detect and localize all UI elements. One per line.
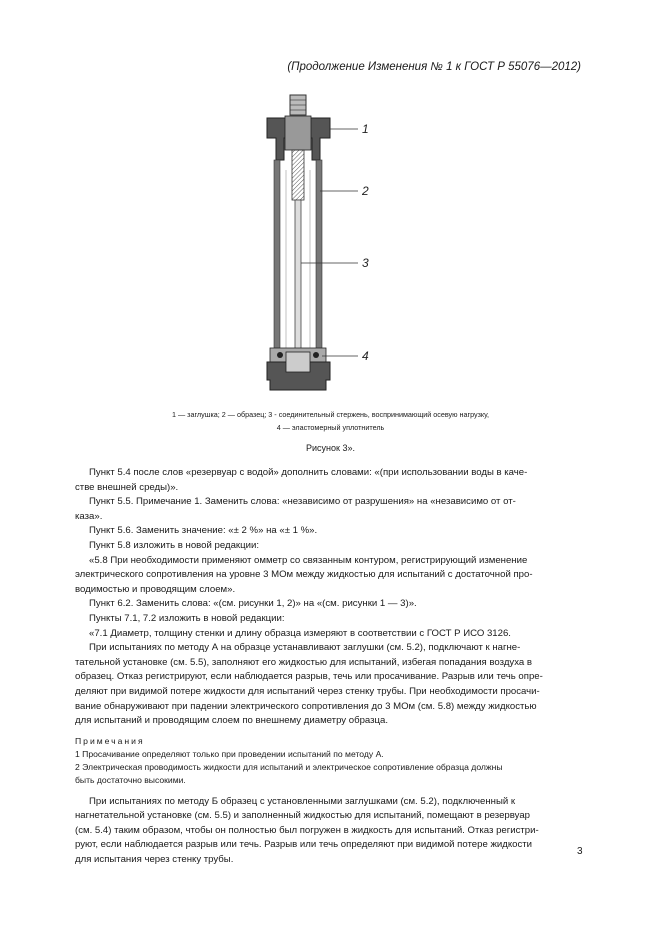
legend-line: 1 — заглушка; 2 — образец; 3 - соединительный стержень, воспринимающий осевую нагрузку, [172, 410, 489, 419]
paragraph: Пункты 7.1, 7.2 изложить в новой редакции: [89, 612, 285, 624]
paragraph-cont: водимостью и проводящим слоем». [75, 583, 236, 595]
final-paragraph-cont: (см. 5.4) таким образом, чтобы он полностью был погружен в жидкость для испытаний. Отказ регистри- [75, 824, 539, 836]
paragraph-cont: деляют при видимой потере жидкости для испытаний через стенку трубы. При необходимости просачи- [75, 685, 540, 697]
sample-tube-left [274, 160, 280, 350]
paragraph-cont: электрического сопротивления на уровне 3 МОм между жидкостью для испытаний с достаточной про- [75, 569, 533, 581]
callout-4: 4 [362, 349, 369, 363]
paragraph-cont: тательной установке (см. 5.5), заполняют его жидкостью для испытаний, избегая попадания воздуха в [75, 656, 532, 668]
note-item: 2 Электрическая проводимость жидкости для испытаний и электрическое сопротивление образца должны [75, 761, 503, 772]
document-header: (Продолжение Изменения № 1 к ГОСТ Р 55076—2012) [287, 61, 581, 73]
paragraph: Пункт 6.2. Заменить слова: «(см. рисунки 1, 2)» на «(см. рисунки 1 — 3)». [89, 598, 417, 610]
page-number: 3 [577, 846, 583, 857]
paragraph: Пункт 5.5. Примечание 1. Заменить слова: «независимо от разрушения» на «независимо от от- [89, 496, 516, 508]
legend-line: 4 — эластомерный уплотнитель [276, 423, 385, 432]
figure-caption: Рисунок 3». [306, 443, 355, 453]
paragraph-cont: вание обнаруживают при падении электрического сопротивления до 3 МОм (см. 5.8) между жидкостью [75, 700, 537, 712]
note-item-cont: быть достаточно высокими. [75, 774, 186, 785]
final-paragraph-cont: руют, если наблюдается разрыв или течь. Разрыв или течь определяют при видимой потере жидкости [75, 839, 533, 851]
paragraph: «7.1 Диаметр, толщину стенки и длину образца измеряют в соответствии с ГОСТ Р ИСО 3126. [89, 627, 511, 639]
connecting-rod [295, 200, 301, 350]
paragraph: «5.8 При необходимости применяют омметр со связанным контуром, регистрирующий изменение [89, 554, 528, 566]
paragraph: Пункт 5.8 изложить в новой редакции: [89, 539, 259, 551]
note-item: 1 Просачивание определяют только при проведении испытаний по методу А. [75, 748, 384, 759]
sample-tube-right [316, 160, 322, 350]
figure-legend [70, 408, 591, 434]
paragraph-cont: для испытаний и проводящим слоем по внешнему диаметру образца. [75, 715, 389, 727]
document-body [75, 466, 585, 868]
callout-2: 2 [362, 184, 369, 198]
paragraph-cont: каза». [75, 510, 103, 522]
test-assembly-figure [240, 90, 400, 400]
paragraph-cont: стве внешней среды)». [75, 481, 179, 493]
final-paragraph-cont: нагнетательной установке (см. 5.5) и заполненный жидкостью для испытаний, помещают в резервуар [75, 810, 531, 822]
paragraph: Пункт 5.6. Заменить значение: «± 2 %» на «± 1 %». [89, 525, 318, 537]
notes-heading: Примечания [75, 735, 145, 746]
final-paragraph: При испытаниях по методу Б образец с установленными заглушками (см. 5.2), подключенный к [89, 795, 516, 807]
callout-1: 1 [362, 122, 369, 136]
final-paragraph-cont: для испытания через стенку трубы. [75, 854, 234, 866]
paragraph-cont: образец. Отказ регистрируют, если наблюдается разрыв, течь или просачивание. Разрыв или течь опре- [75, 671, 543, 683]
paragraph: При испытаниях по методу А на образце устанавливают заглушки (см. 5.2), подключают к нагне- [89, 642, 521, 654]
notes-block [75, 735, 585, 787]
callout-3: 3 [362, 256, 369, 270]
paragraph: Пункт 5.4 после слов «резервуар с водой» дополнить словами: «(при использовании воды в каче- [89, 467, 528, 478]
